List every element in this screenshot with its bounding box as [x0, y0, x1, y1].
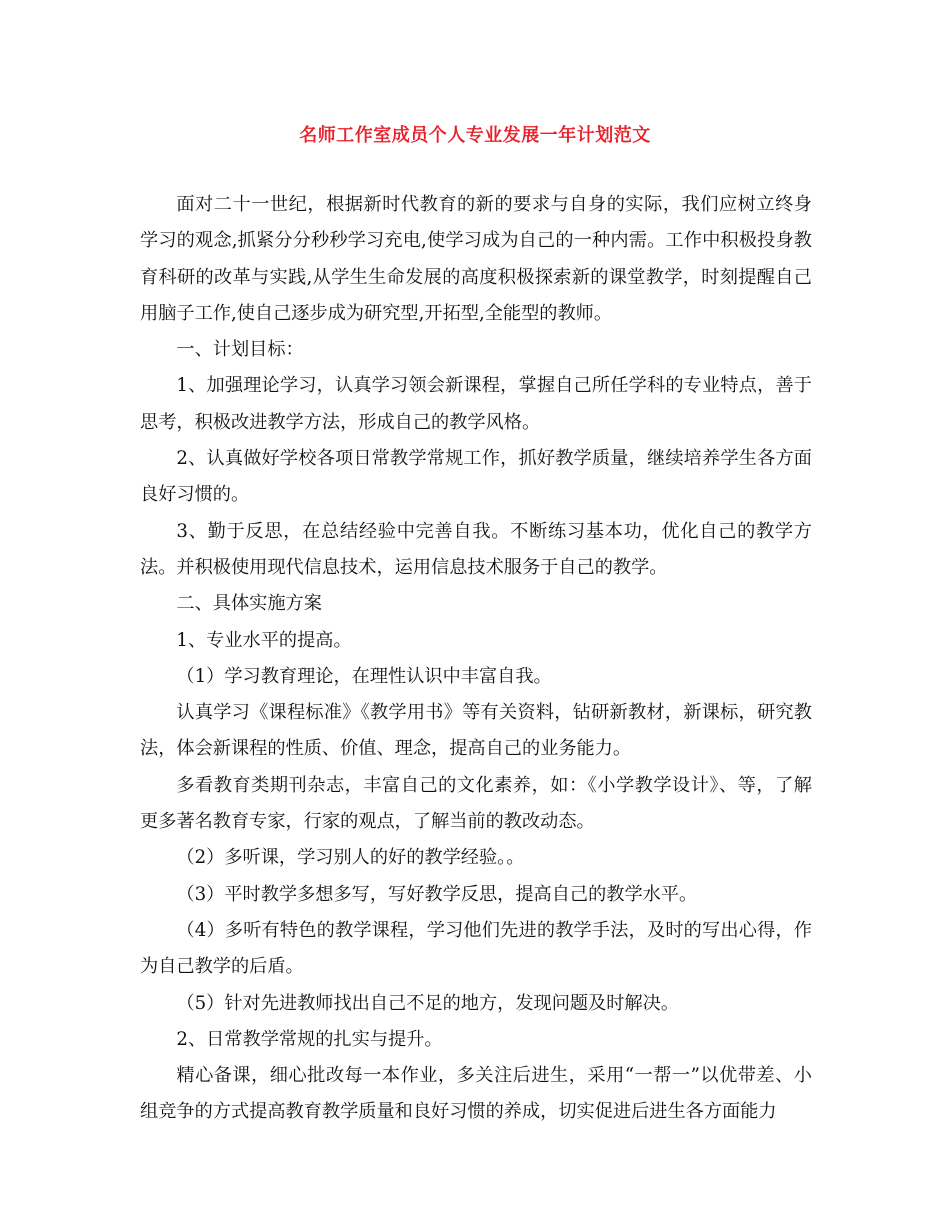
item-5-find-gaps: （5）针对先进教师找出自己不足的地方，发现问题及时解决。	[176, 992, 680, 1014]
item-1-theory: （1）学习教育理论，在理性认识中丰富自我。	[176, 665, 552, 687]
paragraph-read-journals: 多看教育类期刊杂志，丰富自己的文化素养，如：《小学教学设计》、等，了解更多著名教育专家，行家的观点，了解当前的教改动态。	[140, 774, 812, 833]
heading-implementation: 二、具体实施方案	[176, 593, 322, 615]
paragraph-intro: 面对二十一世纪，根据新时代教育的新的要求与自身的实际，我们应树立终身学习的观念,抓紧分分秒秒学习充电,使学习成为自己的一种内需。工作中积极投身教育科研的改革与实践,从学生生命发展的高度积极探索新的课堂教学，时刻提醒自己用脑子工作,使自己逐步成为研究型,开拓型,全能型的教师。	[140, 194, 812, 324]
paragraph-goal-3: 3、勤于反思，在总结经验中完善自我。不断练习基本功，优化自己的教学方法。并积极使用现代信息技术，运用信息技术服务于自己的教学。	[140, 520, 812, 578]
document-body	[140, 187, 812, 1131]
subheading-daily-routine: 2、日常教学常规的扎实与提升。	[176, 1028, 443, 1050]
item-2-observe-lessons: （2）多听课，学习别人的好的教学经验。。	[176, 847, 525, 869]
document-title: 名师工作室成员个人专业发展一年计划范文	[299, 125, 651, 146]
paragraph-lesson-prep: 精心备课，细心批改每一本作业，多关注后进生，采用“一帮一”以优带差、小组竞争的方式提高教育教学质量和良好习惯的养成，切实促进后进生各方面能力	[140, 1065, 812, 1123]
paragraph-goal-1: 1、加强理论学习，认真学习领会新课程，掌握自己所任学科的专业特点，善于思考，积极改进教学方法，形成自己的教学风格。	[140, 375, 812, 433]
item-3-reflect: （3）平时教学多想多写，写好教学反思，提高自己的教学水平。	[176, 883, 698, 905]
paragraph-study-standards: 认真学习《课程标准》《教学用书》等有关资料，钻研新教材，新课标，研究教法，体会新课程的性质、价值、理念，提高自己的业务能力。	[140, 702, 812, 760]
item-4-featured-courses: （4）多听有特色的教学课程，学习他们先进的教学手法，及时的写出心得，作为自己教学的后盾。	[140, 919, 812, 978]
paragraph-goal-2: 2、认真做好学校各项日常教学常规工作，抓好教学质量，继续培养学生各方面良好习惯的。	[140, 448, 812, 506]
subheading-professional-level: 1、专业水平的提高。	[176, 629, 352, 651]
heading-plan-goals: 一、计划目标：	[176, 339, 304, 361]
